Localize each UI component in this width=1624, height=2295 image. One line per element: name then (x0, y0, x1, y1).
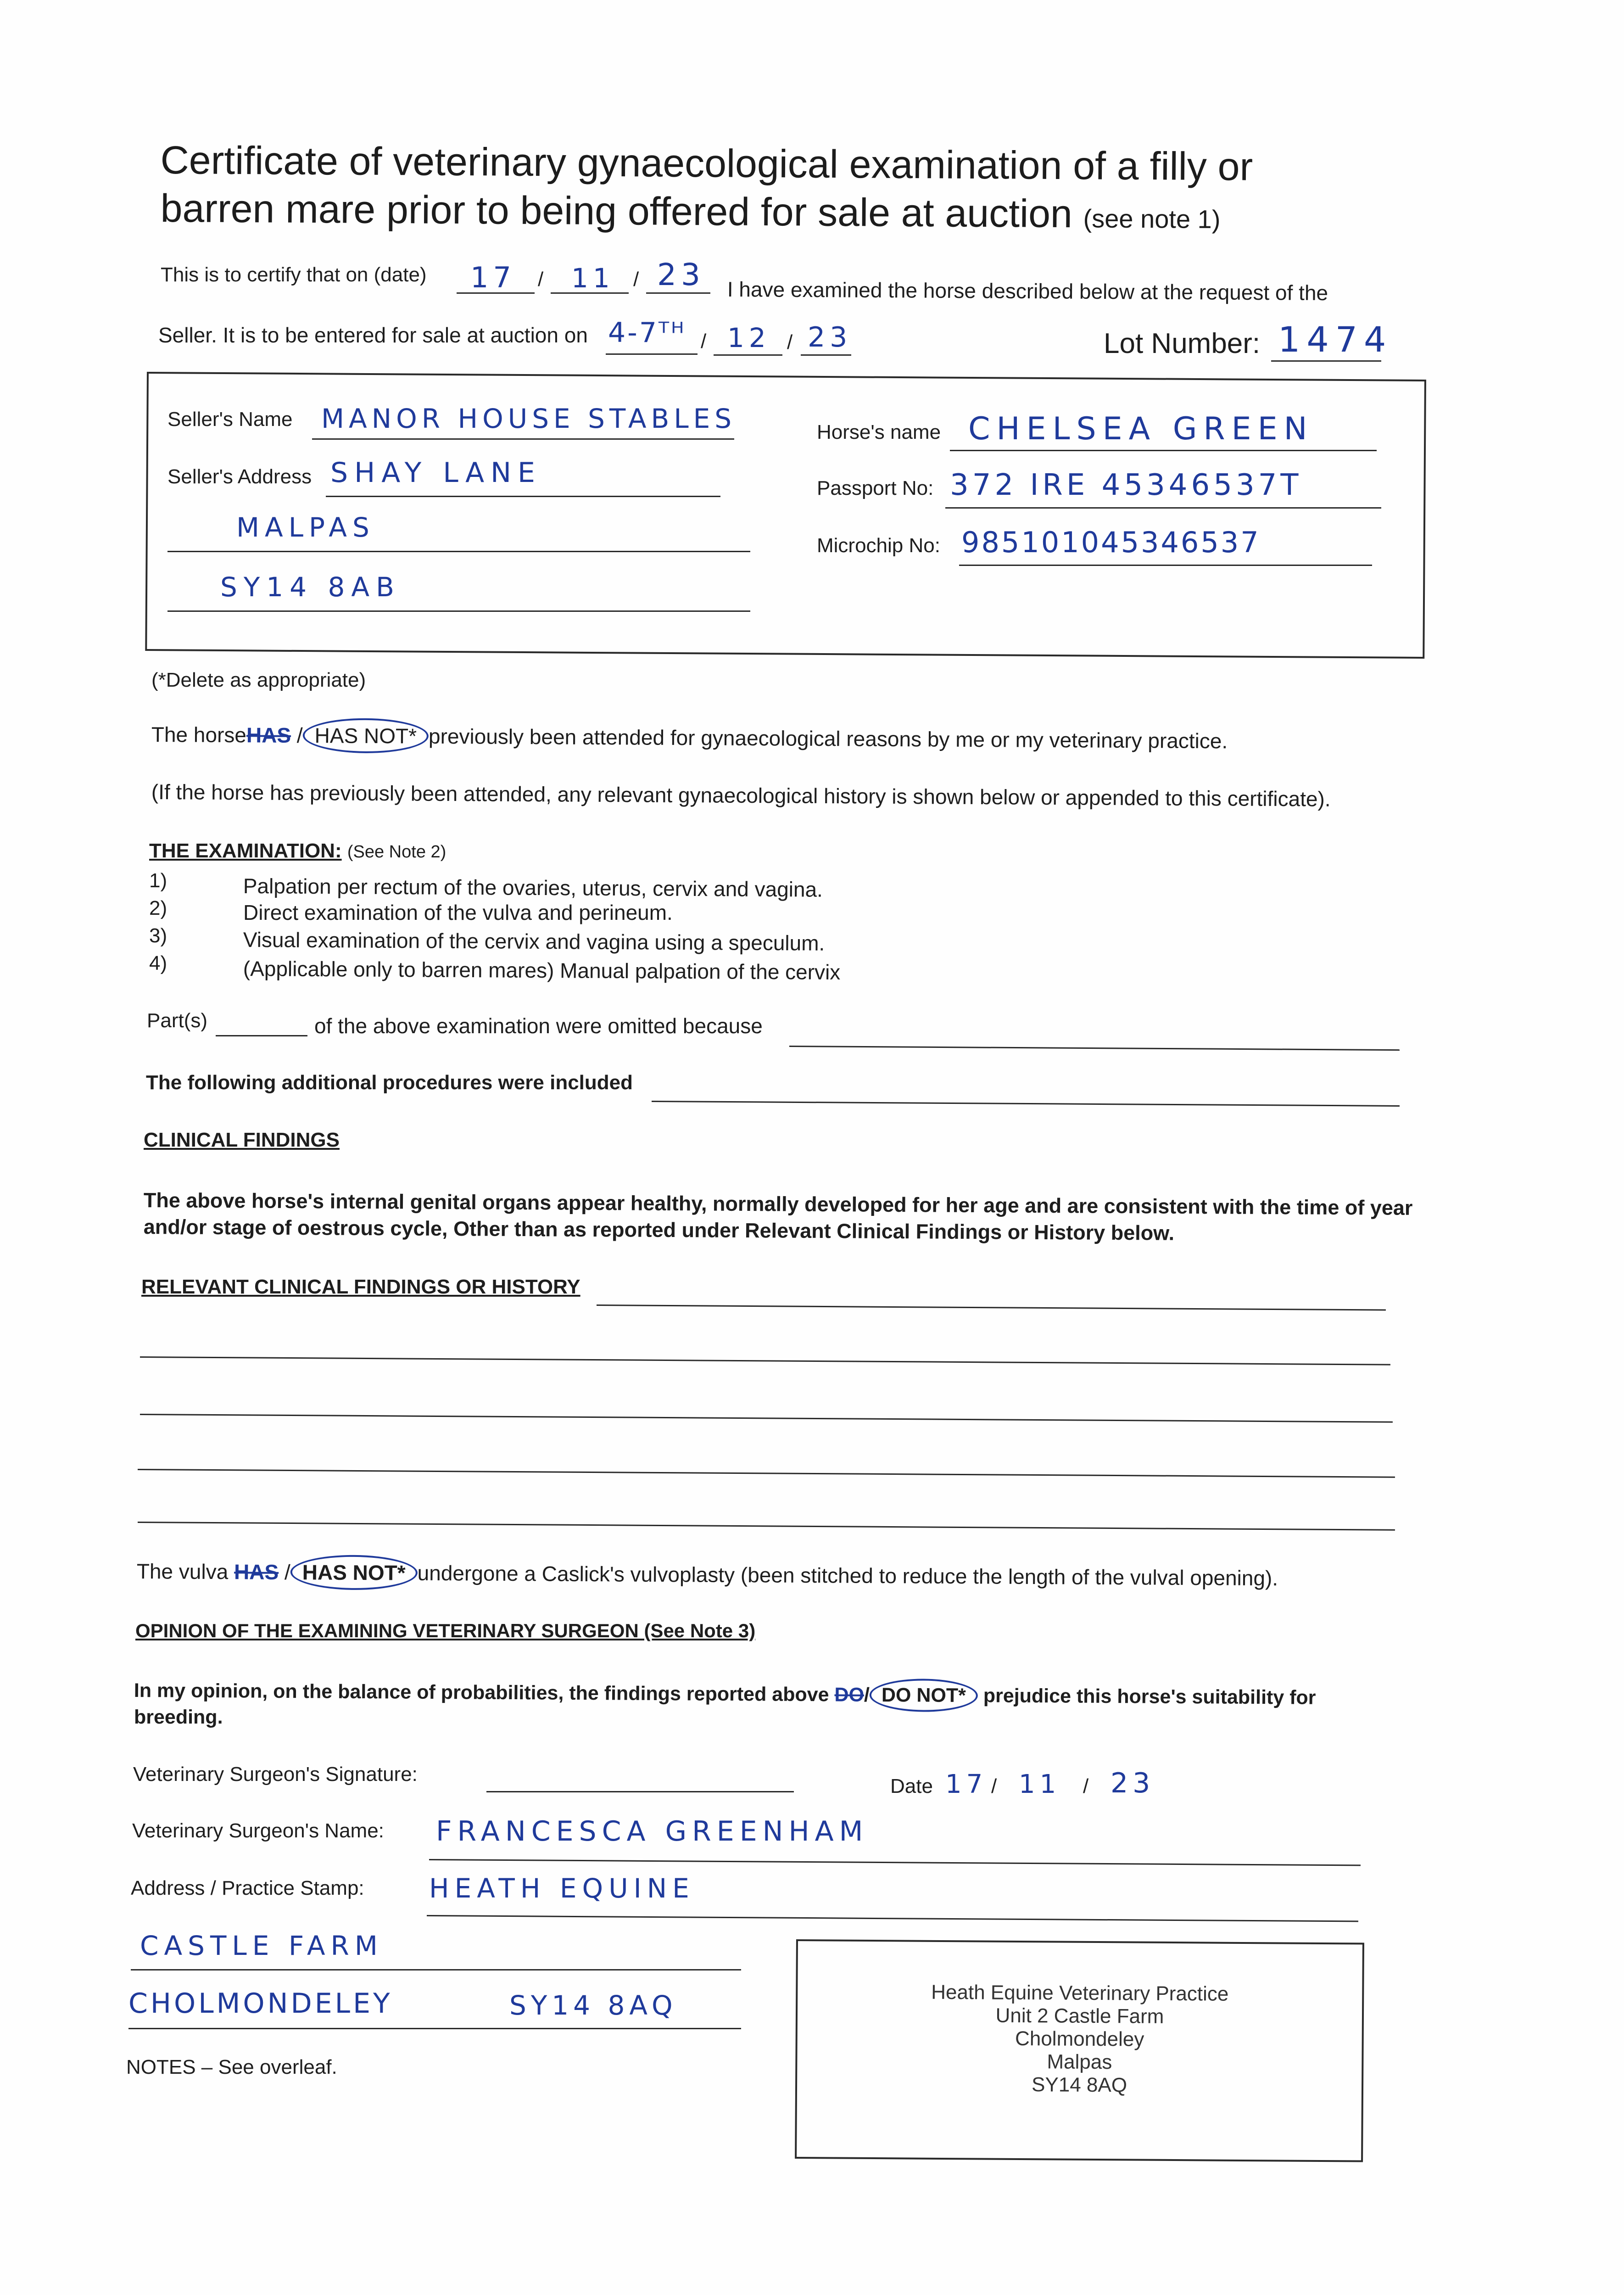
exam-item-1-num: 1) (149, 869, 167, 892)
attended-has-struck: HAS (246, 723, 291, 747)
exam-item-3-text: Visual examination of the cervix and vagina using a speculum. (243, 928, 825, 955)
stamp-line-2: Unit 2 Castle Farm (995, 2004, 1164, 2028)
opinion-suffix: prejudice this horse's suitability for (983, 1685, 1316, 1709)
address-line-3-rule (167, 610, 750, 612)
examination-heading-text: THE EXAMINATION: (149, 840, 342, 862)
exam-item-4-text: (Applicable only to barren mares) Manual palpation of the cervix (243, 957, 841, 984)
practice-postcode: SY14 8AQ (509, 1990, 677, 2021)
attended-slash: / (296, 723, 303, 748)
additional-procedures-text: The following additional procedures were included (146, 1071, 633, 1094)
title-line-2-text: barren mare prior to being offered for sale at auction (160, 186, 1073, 236)
parts-label: Part(s) (147, 1009, 207, 1032)
opinion-prefix: In my opinion, on the balance of probabilities, the findings reported above (134, 1679, 829, 1706)
microchip-line (959, 565, 1372, 566)
horse-name: CHELSEA GREEN (968, 411, 1314, 447)
address-line-1-rule (326, 496, 720, 497)
exam-item-2-text: Direct examination of the vulva and perineum. (243, 901, 673, 924)
exam-year-line (646, 292, 710, 294)
stamp-line-5: SY14 8AQ (1031, 2073, 1127, 2097)
lot-number-line (1271, 360, 1381, 362)
clinical-findings-heading: CLINICAL FINDINGS (144, 1129, 340, 1151)
practice-address-1: HEATH EQUINE (429, 1873, 695, 1904)
microchip-label: Microchip No: (817, 534, 940, 557)
attended-suffix: previously been attended for gynaecological reasons by me or my veterinary practice. (428, 724, 1228, 753)
additional-procedures-line (652, 1101, 1400, 1107)
attended-prefix: The horse (151, 722, 247, 747)
history-note: (If the horse has previously been attended, any relevant gynaecological history is shown below or appended to this certificate). (151, 780, 1331, 811)
auction-day-line (606, 353, 698, 355)
date-sep-2: / (633, 268, 639, 291)
omitted-text: of the above examination were omitted because (314, 1014, 763, 1038)
passport-label: Passport No: (817, 477, 934, 499)
opinion-slash: / (864, 1684, 870, 1706)
findings-line-5 (138, 1522, 1395, 1531)
auction-month: 12 (727, 322, 770, 353)
passport-number: 372 IRE 45346537T (950, 468, 1302, 502)
sign-date-day: 17 (945, 1769, 988, 1799)
seller-name-line (312, 438, 734, 440)
vet-name-line (429, 1859, 1361, 1866)
vulva-prefix: The vulva (136, 1559, 229, 1584)
sign-date-year: 23 (1111, 1767, 1155, 1799)
auction-year: 23 (808, 321, 852, 353)
seller-name: MANOR HOUSE STABLES (321, 403, 737, 434)
sign-date-month: 11 (1019, 1769, 1061, 1799)
opinion-do-not-circled: DO NOT* (870, 1679, 978, 1712)
practice-address-line-1 (427, 1915, 1358, 1922)
opinion-line-1 (134, 1680, 1316, 1709)
passport-line (945, 507, 1381, 509)
address-line-2-rule (167, 551, 750, 552)
stamp-line-3: Cholmondeley (1015, 2027, 1144, 2051)
exam-day: 17 (470, 261, 516, 294)
relevant-findings-heading: RELEVANT CLINICAL FINDINGS OR HISTORY (141, 1276, 580, 1298)
attended-has-not-circled: HAS NOT* (302, 718, 429, 754)
vet-name: FRANCESCA GREENHAM (436, 1815, 869, 1847)
examination-heading (149, 840, 446, 862)
practice-address-line-3 (128, 2028, 741, 2029)
exam-month: 11 (571, 263, 614, 294)
clinical-para-line-2: and/or stage of oestrous cycle, Other than as reported under Relevant Clinical Findings or History below. (143, 1215, 1175, 1245)
certify-label: This is to certify that on (date) (161, 263, 427, 286)
notes-overleaf: NOTES – See overleaf. (126, 2056, 337, 2078)
examined-text: I have examined the horse described below at the request of the (727, 277, 1328, 305)
parts-line (216, 1035, 307, 1036)
seller-address-2: MALPAS (236, 512, 375, 543)
auction-year-line (801, 354, 851, 356)
vet-name-label: Veterinary Surgeon's Name: (132, 1819, 384, 1842)
signature-line (486, 1791, 794, 1792)
seller-auction-text: Seller. It is to be entered for sale at auction on (158, 323, 588, 347)
date-label: Date (890, 1775, 933, 1797)
seller-name-label: Seller's Name (167, 408, 293, 431)
signature-label: Veterinary Surgeon's Signature: (133, 1763, 418, 1786)
seller-address-3: SY14 8AB (220, 571, 401, 603)
practice-address-3: CHOLMONDELEY (128, 1987, 393, 2020)
exam-year: 23 (657, 257, 705, 292)
practice-address-label: Address / Practice Stamp: (131, 1877, 364, 1899)
auction-sep-2: / (787, 331, 793, 353)
exam-item-4-num: 4) (149, 952, 167, 974)
sign-date-sep-2: / (1083, 1775, 1089, 1797)
vulva-suffix: undergone a Caslick's vulvoplasty (been stitched to reduce the length of the vulval opening). (417, 1561, 1278, 1590)
auction-day: 4-7ᵀᴴ (608, 317, 686, 349)
title-note: (see note 1) (1083, 204, 1221, 234)
opinion-line-2: breeding. (134, 1706, 223, 1728)
date-sep-1: / (538, 268, 544, 291)
exam-item-2-num: 2) (149, 897, 167, 919)
seller-address-label: Seller's Address (167, 465, 312, 488)
lot-number: 1474 (1278, 319, 1393, 360)
vulva-slash: / (284, 1560, 290, 1584)
vulva-has-struck: HAS (234, 1560, 279, 1584)
stamp-line-4: Malpas (1047, 2050, 1112, 2074)
exam-item-1-text: Palpation per rectum of the ovaries, uterus, cervix and vagina. (243, 874, 823, 901)
attended-line (151, 723, 1228, 753)
stamp-line-1: Heath Equine Veterinary Practice (931, 1981, 1229, 2005)
clinical-para-line-1: The above horse's internal genital organs appear healthy, normally developed for her age and are consistent with the time of year (143, 1188, 1413, 1220)
findings-line-3 (140, 1414, 1393, 1423)
findings-line-1 (597, 1304, 1386, 1311)
sign-date-sep-1: / (991, 1775, 997, 1797)
auction-month-line (714, 354, 782, 356)
practice-address-line-2 (131, 1969, 741, 1970)
vulva-has-not-circled: HAS NOT* (290, 1555, 418, 1590)
horse-name-line (950, 450, 1377, 451)
seller-address-1: SHAY LANE (330, 457, 541, 489)
lot-label: Lot Number: (1104, 328, 1261, 359)
vulva-line (137, 1560, 1278, 1590)
examination-heading-note: (See Note 2) (347, 842, 446, 862)
practice-address-2: CASTLE FARM (140, 1930, 383, 1961)
findings-line-2 (140, 1356, 1390, 1366)
opinion-heading: OPINION OF THE EXAMINING VETERINARY SURGEON (See Note 3) (135, 1620, 756, 1641)
omitted-reason-line (789, 1046, 1400, 1051)
auction-sep-1: / (701, 330, 707, 353)
exam-item-3-num: 3) (149, 924, 167, 947)
opinion-do-struck: DO (834, 1684, 865, 1706)
delete-note: (*Delete as appropriate) (151, 669, 366, 691)
practice-stamp-box (795, 1939, 1364, 2162)
microchip-number: 985101045346537 (961, 526, 1261, 559)
title-line-2 (160, 186, 1220, 238)
findings-line-4 (138, 1469, 1395, 1478)
horse-name-label: Horse's name (817, 421, 941, 443)
title-line-1: Certificate of veterinary gynaecological examination of a filly or (160, 138, 1253, 189)
